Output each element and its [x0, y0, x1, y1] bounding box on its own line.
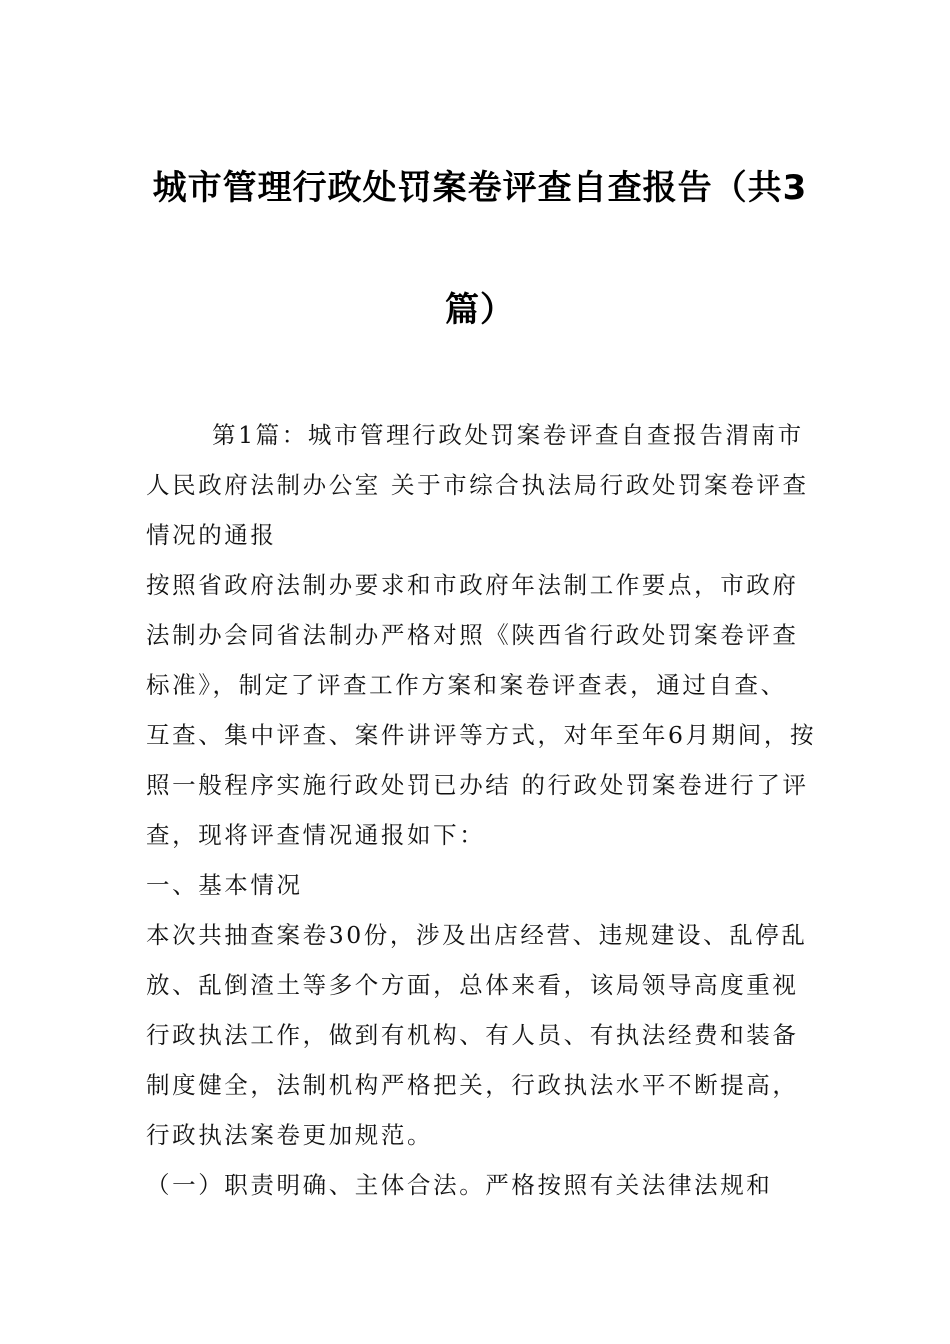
text-line: 互查、集中评查、案件讲评等方式，对年至年6月期间，按	[146, 721, 817, 749]
text-line: （一）职责明确、主体合法。严格按照有关法律法规和	[146, 1171, 773, 1199]
text-line: 一、基本情况	[146, 871, 303, 899]
text-line: 查，现将评查情况通报如下：	[146, 821, 486, 849]
text-line: 本次共抽查案卷30份，涉及出店经营、违规建设、乱停乱	[146, 921, 808, 949]
text-line: 行政执法案卷更加规范。	[146, 1121, 434, 1149]
document-title-line-1: 城市管理行政处罚案卷评查自查报告（共3	[152, 168, 808, 208]
paragraph-subsection-1	[146, 1160, 811, 1210]
paragraph-background	[146, 560, 817, 860]
text-line: 法制办会同省法制办严格对照《陕西省行政处罚案卷评查	[146, 621, 799, 649]
text-line: 照一般程序实施行政处罚已办结 的行政处罚案卷进行了评	[146, 771, 809, 799]
text-line: 人民政府法制办公室 关于市综合执法局行政处罚案卷评查	[146, 471, 809, 499]
paragraph-basic-situation	[146, 910, 811, 1160]
text-line: 行政执法工作，做到有机构、有人员、有执法经费和装备	[146, 1021, 799, 1049]
section-heading	[146, 860, 811, 910]
document-body	[146, 410, 817, 1210]
text-line: 第1篇：城市管理行政处罚案卷评查自查报告渭南市	[212, 421, 804, 449]
text-line: 情况的通报	[146, 521, 277, 549]
text-line: 标准》，制定了评查工作方案和案卷评查表，通过自查、	[146, 671, 787, 699]
document-title-line-2: 篇）	[445, 290, 515, 330]
paragraph-intro	[146, 410, 811, 560]
text-line: 制度健全，法制机构严格把关，行政执法水平不断提高，	[146, 1071, 799, 1099]
text-line: 放、乱倒渣土等多个方面，总体来看，该局领导高度重视	[146, 971, 799, 999]
text-line: 按照省政府法制办要求和市政府年法制工作要点，市政府	[146, 571, 799, 599]
